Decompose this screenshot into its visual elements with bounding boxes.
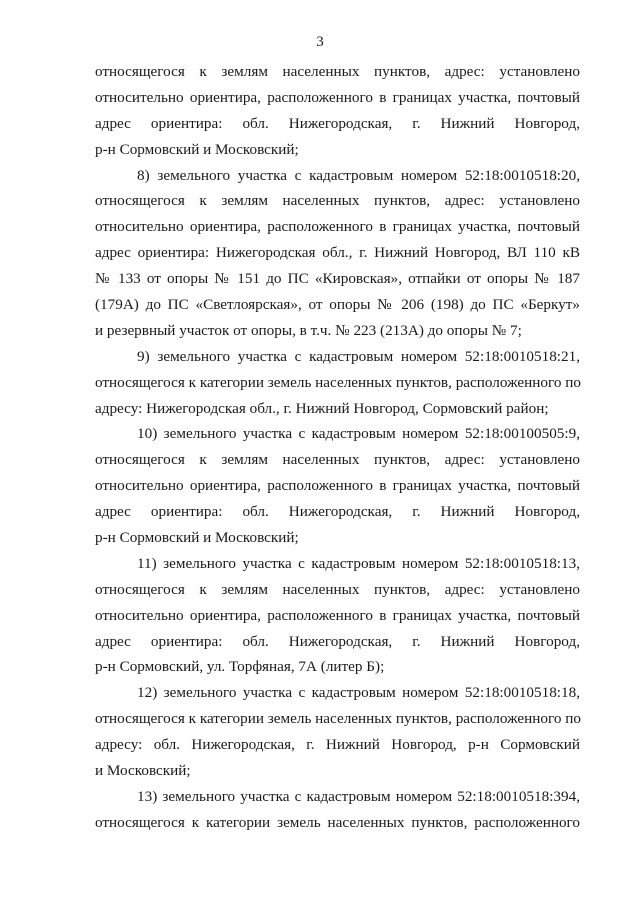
text-line: адрес ориентира: обл. Нижегородская, г. Нижний Новгород, xyxy=(95,632,580,650)
text-line: адресу: Нижегородская обл., г. Нижний Новгород, Сормовский район; xyxy=(95,399,549,417)
text-line: р-н Сормовский и Московский; xyxy=(95,529,299,547)
page-number: 3 xyxy=(316,34,324,50)
paragraph-first-line: 8) земельного участка с кадастровым номером 52:18:0010518:20, xyxy=(137,166,580,184)
text-line: относящегося к категории земель населенных пунктов, расположенного по xyxy=(95,373,581,391)
text-line: адрес ориентира: обл. Нижегородская, г. Нижний Новгород, xyxy=(95,114,580,132)
text-line: относящегося к землям населенных пунктов, адрес: установлено xyxy=(95,451,580,469)
text-line: р-н Сормовский и Московский; xyxy=(95,140,299,158)
paragraph-first-line: 9) земельного участка с кадастровым номером 52:18:0010518:21, xyxy=(137,347,580,365)
text-line: относящегося к землям населенных пунктов, адрес: установлено xyxy=(95,580,580,598)
text-line: и резервный участок от опоры, в т.ч. № 223 (213А) до опоры № 7; xyxy=(95,321,522,339)
text-line: относительно ориентира, расположенного в границах участка, почтовый xyxy=(95,477,580,495)
text-line: относительно ориентира, расположенного в границах участка, почтовый xyxy=(95,218,580,236)
text-line: и Московский; xyxy=(95,762,191,780)
text-line: относящегося к землям населенных пунктов, адрес: установлено xyxy=(95,63,580,80)
paragraph-first-line: 12) земельного участка с кадастровым номером 52:18:0010518:18, xyxy=(137,684,580,702)
paragraph-first-line: 11) земельного участка с кадастровым номером 52:18:0010518:13, xyxy=(137,554,580,572)
text-line: (179А) до ПС «Светлоярская», от опоры № 206 (198) до ПС «Беркут» xyxy=(95,296,580,314)
text-line: р-н Сормовский, ул. Торфяная, 7А (литер Б); xyxy=(95,658,385,676)
text-line: относительно ориентира, расположенного в границах участка, почтовый xyxy=(95,606,580,624)
text-line: № 133 от опоры № 151 до ПС «Кировская», отпайки от опоры № 187 xyxy=(95,270,580,288)
text-line: адрес ориентира: обл. Нижегородская, г. Нижний Новгород, xyxy=(95,503,580,521)
paragraph-first-line: 13) земельного участка с кадастровым номером 52:18:0010518:394, xyxy=(137,787,580,805)
text-line: относительно ориентира, расположенного в границах участка, почтовый xyxy=(95,88,580,106)
text-line: адрес ориентира: Нижегородская обл., г. Нижний Новгород, ВЛ 110 кВ xyxy=(95,244,580,262)
paragraph-first-line: 10) земельного участка с кадастровым номером 52:18:00100505:9, xyxy=(137,425,580,443)
text-line: относящегося к категории земель населенных пунктов, расположенного по xyxy=(95,710,581,728)
document-body xyxy=(95,59,580,836)
text-line: относящегося к категории земель населенных пунктов, расположенного xyxy=(95,813,580,831)
text-line: адресу: обл. Нижегородская, г. Нижний Новгород, р-н Сормовский xyxy=(95,736,580,754)
text-line: относящегося к землям населенных пунктов, адрес: установлено xyxy=(95,192,580,210)
